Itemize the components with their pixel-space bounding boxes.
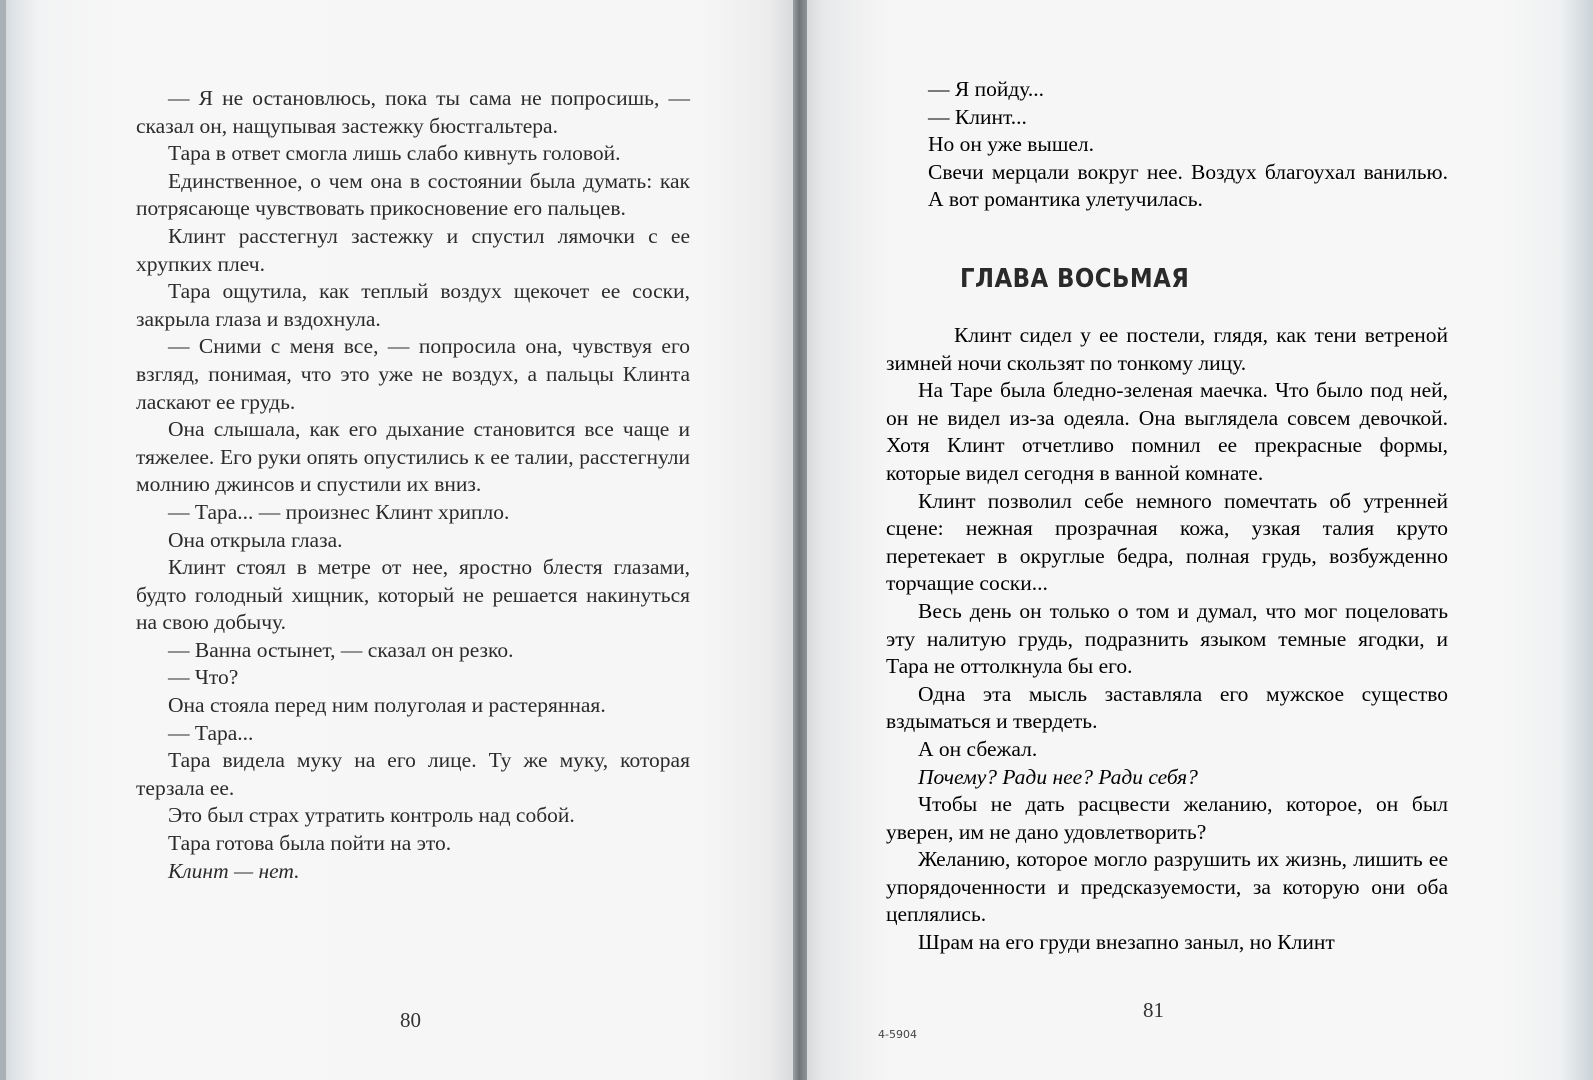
- paragraph: Клинт расстегнул застежку и спустил лямочки с ее хрупких плеч.: [136, 223, 690, 276]
- right-page-top-text: [928, 76, 1448, 214]
- print-code: 4-5904: [878, 1028, 917, 1041]
- paragraph: — Тара...: [168, 720, 254, 745]
- paragraph: — Что?: [168, 665, 239, 690]
- right-page-main-text: [886, 322, 1448, 957]
- page-edge: [0, 0, 6, 1080]
- paragraph: На Таре была бледно-зеленая маечка. Что было под ней, он не видел из-за одеяла. Она выглядела совсем девочкой. Хотя Клинт отчетливо помнил ее прекрасные формы, которые видел сегодня в ванной комнате.: [886, 378, 1448, 485]
- paragraph: Почему? Ради нее? Ради себя?: [918, 764, 1198, 789]
- paragraph: Чтобы не дать расцвести желанию, которое, он был уверен, им не дано удовлетворить?: [886, 792, 1448, 844]
- paragraph: Шрам на его груди внезапно заныл, но Клинт: [918, 930, 1335, 955]
- paragraph: — Клинт...: [928, 104, 1027, 129]
- paragraph: Она слышала, как его дыхание становится все чаще и тяжелее. Его руки опять опустились к ее талии, расстегнули молнию джинсов и спустили их вниз.: [136, 417, 690, 497]
- paragraph: Тара в ответ смогла лишь слабо кивнуть головой.: [168, 141, 621, 166]
- paragraph: Клинт сидел у ее постели, глядя, как тени ветреной зимней ночи скользят по тонкому лицу.: [886, 323, 1448, 375]
- left-page-text: [136, 85, 690, 885]
- paragraph: А он сбежал.: [918, 736, 1038, 761]
- paragraph: Клинт стоял в метре от нее, яростно блестя глазами, будто голодный хищник, который не решается накинуться на свою добычу.: [136, 555, 690, 635]
- paragraph: Клинт позволил себе немного помечтать об утренней сцене: нежная прозрачная кожа, узкая талия круто перетекает в округлые бедра, полная грудь, возбужденно торчащие соски...: [886, 488, 1448, 596]
- paragraph: Клинт — нет.: [168, 858, 300, 883]
- paragraph: — Ванна остынет, — сказал он резко.: [168, 637, 514, 662]
- paragraph: Единственное, о чем она в состоянии была думать: как потрясающе чувствовать прикосновение его пальцев.: [136, 168, 690, 221]
- chapter-title: ГЛАВА ВОСЬМАЯ: [960, 264, 1190, 294]
- paragraph: Она открыла глаза.: [168, 527, 343, 552]
- paragraph: Тара видела муку на его лице. Ту же муку, которая терзала ее.: [136, 748, 690, 800]
- paragraph: Весь день он только о том и думал, что мог поцеловать эту налитую грудь, подразнить языком темные ягодки, и Тара не оттолкнула бы его.: [886, 598, 1448, 679]
- paragraph: Свечи мерцали вокруг нее. Воздух благоухал ванилью. А вот романтика улетучилась.: [928, 159, 1448, 212]
- paragraph: Это был страх утратить контроль над собой.: [168, 803, 575, 828]
- book-gutter: [793, 0, 807, 1080]
- paragraph: Одна эта мысль заставляла его мужское существо вздыматься и твердеть.: [886, 681, 1448, 734]
- paragraph: Тара ощутила, как теплый воздух щекочет ее соски, закрыла глаза и вздохнула.: [136, 279, 690, 331]
- paragraph: Тара готова была пойти на это.: [168, 831, 452, 856]
- paragraph: Но он уже вышел.: [928, 132, 1095, 157]
- page-number-right: 81: [1143, 998, 1164, 1022]
- paragraph: — Сними с меня все, — попросила она, чувствуя его взгляд, понимая, что это уже не воздух, а пальцы Клинта ласкают ее грудь.: [136, 334, 690, 414]
- paragraph: Желанию, которое могло разрушить их жизнь, лишить ее упорядоченности и предсказуемости, за которую они оба цеплялись.: [886, 847, 1448, 927]
- paragraph: — Я пойду...: [928, 77, 1045, 101]
- paragraph: — Тара... — произнес Клинт хрипло.: [168, 499, 510, 524]
- paragraph: Она стояла перед ним полуголая и растерянная.: [168, 693, 606, 718]
- page-number-left: 80: [400, 1008, 421, 1032]
- paragraph: — Я не остановлюсь, пока ты сама не попросишь, — сказал он, нащупывая застежку бюстгальтера.: [136, 86, 690, 138]
